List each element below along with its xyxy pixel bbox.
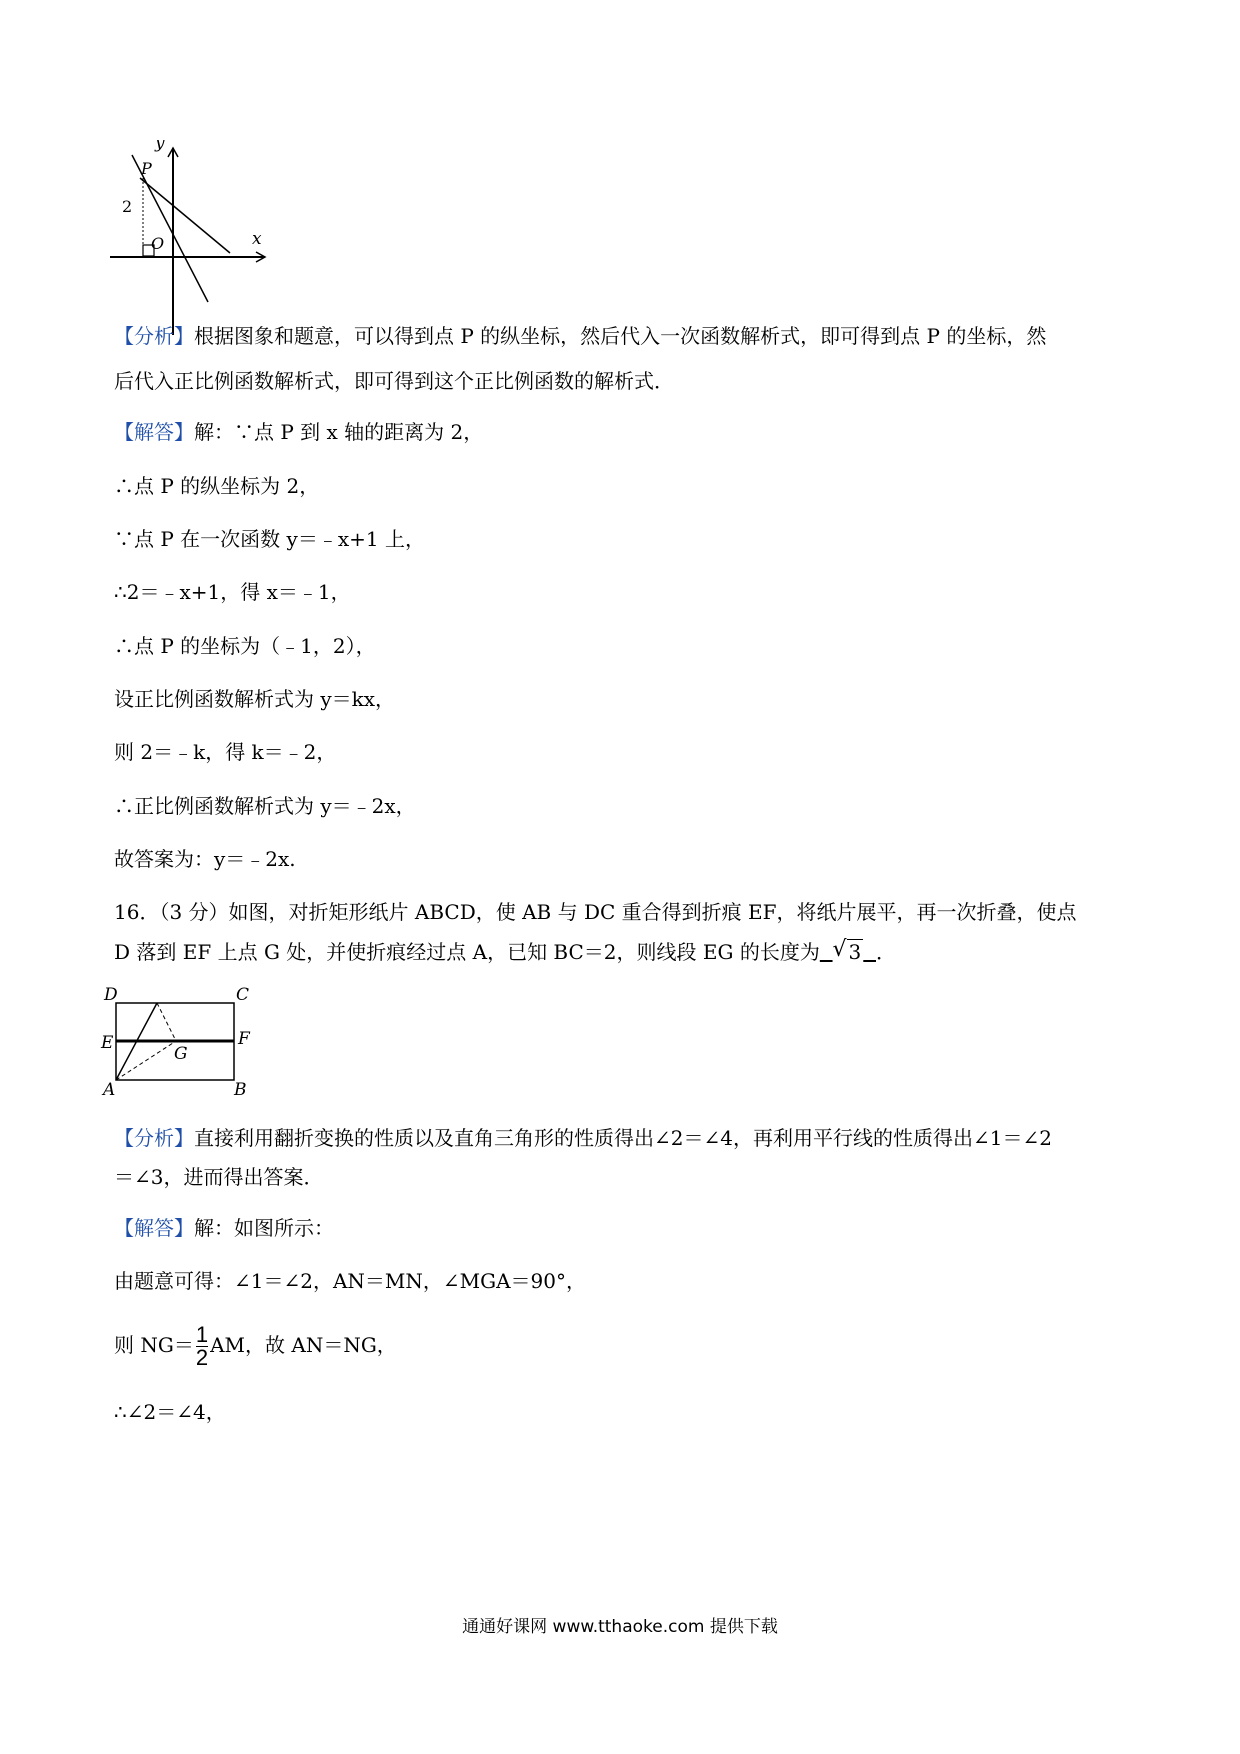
figure-coordinate-graph (100, 140, 300, 340)
label-F: F (238, 1029, 250, 1049)
q15-solution-line-4: ∴2＝﹣x+1，得 x＝﹣1， (114, 580, 351, 604)
q15-solution-line-2: ∴点 P 的纵坐标为 2， (114, 474, 320, 498)
dashed-mg (157, 1003, 176, 1041)
label-x: x (252, 229, 262, 249)
answer-blank (820, 937, 876, 964)
q16-solution-line-2: 由题意可得：∠1＝∠2，AN＝MN，∠MGA＝90°， (114, 1269, 586, 1293)
label-E: E (101, 1033, 114, 1053)
q16-analysis-line-2: ＝∠3，进而得出答案． (114, 1165, 324, 1189)
q15-solution-line-7: 则 2＝﹣k，得 k＝﹣2， (114, 740, 337, 764)
page-footer: 通通好课网 www.tthaoke.com 提供下载 (462, 1617, 778, 1637)
label-A: A (103, 1080, 116, 1100)
q16-solution-line-4: ∴∠2＝∠4， (114, 1400, 226, 1424)
q15-analysis-line-2: 后代入正比例函数解析式，即可得到这个正比例函数的解析式． (114, 369, 674, 393)
label-p: P (141, 159, 152, 178)
answer-sqrt: √ 3 (832, 937, 862, 964)
q15-solution-line-8: ∴正比例函数解析式为 y＝﹣2x， (114, 794, 416, 818)
label-C: C (236, 985, 250, 1005)
q15-solution-line-9: 故答案为：y＝﹣2x. (114, 847, 296, 871)
q16-stem-line-2: D 落到 EF 上点 G 处，并使折痕经过点 A，已知 BC＝2，则线段 EG 的长度为 √ 3 ． (114, 937, 896, 964)
solution-tag: 【解答】 (114, 1216, 194, 1240)
label-y: y (155, 140, 165, 153)
q16-analysis-line-1: 【分析】直接利用翻折变换的性质以及直角三角形的性质得出∠2＝∠4，再利用平行线的性质得出∠1＝∠2 (114, 1126, 1052, 1150)
q15-solution-line-3: ∵点 P 在一次函数 y＝﹣x+1 上， (114, 527, 425, 551)
fraction-one-half: $\frac{1}{2}$ (195, 1322, 209, 1370)
label-D: D (104, 985, 118, 1005)
analysis-tag: 【分析】 (114, 324, 194, 348)
q15-analysis-line-1: 【分析】根据图象和题意，可以得到点 P 的纵坐标，然后代入一次函数解析式，即可得到点 P 的坐标，然 (114, 324, 1047, 348)
label-G: G (174, 1044, 188, 1064)
q16-solution-line-1: 【解答】解：如图所示： (114, 1216, 334, 1240)
q16-solution-line-3: 则 NG＝ $\frac{1}{2}$ AM，故 AN＝NG， (114, 1322, 397, 1370)
solution-tag: 【解答】 (114, 420, 194, 444)
q15-solution-line-1: 【解答】解：∵点 P 到 x 轴的距离为 2， (114, 420, 484, 444)
q15-solution-line-5: ∴点 P 的坐标为（﹣1，2）， (114, 634, 376, 658)
label-B: B (234, 1080, 247, 1100)
q16-stem-line-1: 16．（3 分）如图，对折矩形纸片 ABCD，使 AB 与 DC 重合得到折痕 EF，将纸片展平，再一次折叠，使点 (114, 900, 1077, 924)
analysis-tag: 【分析】 (114, 1126, 194, 1150)
q15-solution-line-6: 设正比例函数解析式为 y＝kx， (114, 687, 396, 711)
label-2: 2 (122, 197, 133, 216)
label-o: O (151, 234, 165, 253)
dashed-ag (116, 1041, 176, 1080)
figure-rectangle-fold (100, 982, 300, 1102)
